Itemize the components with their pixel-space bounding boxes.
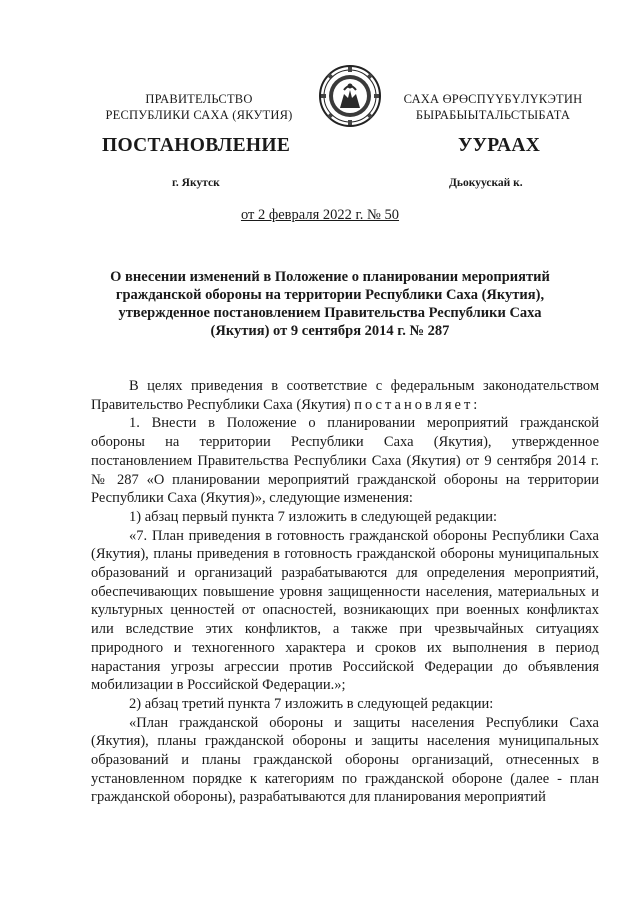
issuer-line-1-yakut: САХА ӨРӨСПҮҮБҮЛҮКЭТИН [403, 92, 583, 106]
document-body [91, 377, 599, 807]
date-and-number: от 2 февраля 2022 г. № 50 [240, 207, 400, 223]
coat-of-arms-icon [318, 64, 382, 128]
paragraph-subitem-2: 2) абзац третий пункта 7 изложить в следующей редакции: [129, 695, 494, 712]
paragraph-item-1: 1. Внести в Положение о планировании мероприятий гражданской обороны на территории Республики Саха (Якутия), утвержденное постановлением Правительства Республики Саха (Якутия) от 9 сентября 2014 г. № 287 «О планировании мероприятий гражданской обороны на территории Республики Саха (Якутия)», следующие изменения: [91, 415, 599, 507]
paragraph-new-text-plan: «План гражданской обороны и защиты населения Республики Саха (Якутия), планы гражданской обороны и защиты населения муниципальных образований и планы гражданской обороны организаций, отнесенных в установленном порядке к категориям по гражданской обороне (далее - план гражданской обороны), разрабатываются для планирования мероприятий [91, 714, 599, 806]
document-type-yakut: УУРААХ [458, 135, 541, 156]
document-subject: О внесении изменений в Положение о планировании мероприятий гражданской обороны на территории Республики Саха (Якутия), утвержденное постановлением Правительства Республики Саха (Якутия) от 9 сентября 2014 г. № 287 [110, 269, 550, 339]
issuer-name-russian [84, 91, 314, 123]
city-russian: г. Якутск [172, 177, 220, 189]
preamble-text: В целях приведения в соответствие с федеральным законодательством Правительство Республики Саха (Якутия) [91, 378, 599, 413]
preamble-resolves: постановляет: [354, 396, 481, 413]
paragraph-new-text-7: «7. План приведения в готовность гражданской обороны Республики Саха (Якутия), планы приведения в готовность гражданской обороны муниципальных образований и организаций разрабатываются для определения мероприятий, обеспечивающих повышение уровня защищенности населения, материальных и культурных ценностей от опасностей, возникающих при военных конфликтах или вследствие этих конфликтов, а также при чрезвычайных ситуациях природного и техногенного характера и сроков их выполнения в период нарастания угрозы агрессии против Российской Федерации до объявления мобилизации в Российской Федерации.»; [91, 527, 599, 694]
issuer-name-yakut [378, 91, 608, 123]
city-yakut: Дьокуускай к. [449, 177, 523, 189]
issuer-line-1: ПРАВИТЕЛЬСТВО [145, 92, 253, 106]
issuer-line-2-yakut: БЫРАБЫЫТАЛЬСТЫБАТА [415, 108, 571, 122]
document-type-russian: ПОСТАНОВЛЕНИЕ [102, 135, 291, 156]
issuer-line-2: РЕСПУБЛИКИ САХА (ЯКУТИЯ) [105, 108, 293, 122]
paragraph-subitem-1: 1) абзац первый пункта 7 изложить в следующей редакции: [129, 508, 498, 525]
paragraph-preamble [91, 377, 599, 414]
